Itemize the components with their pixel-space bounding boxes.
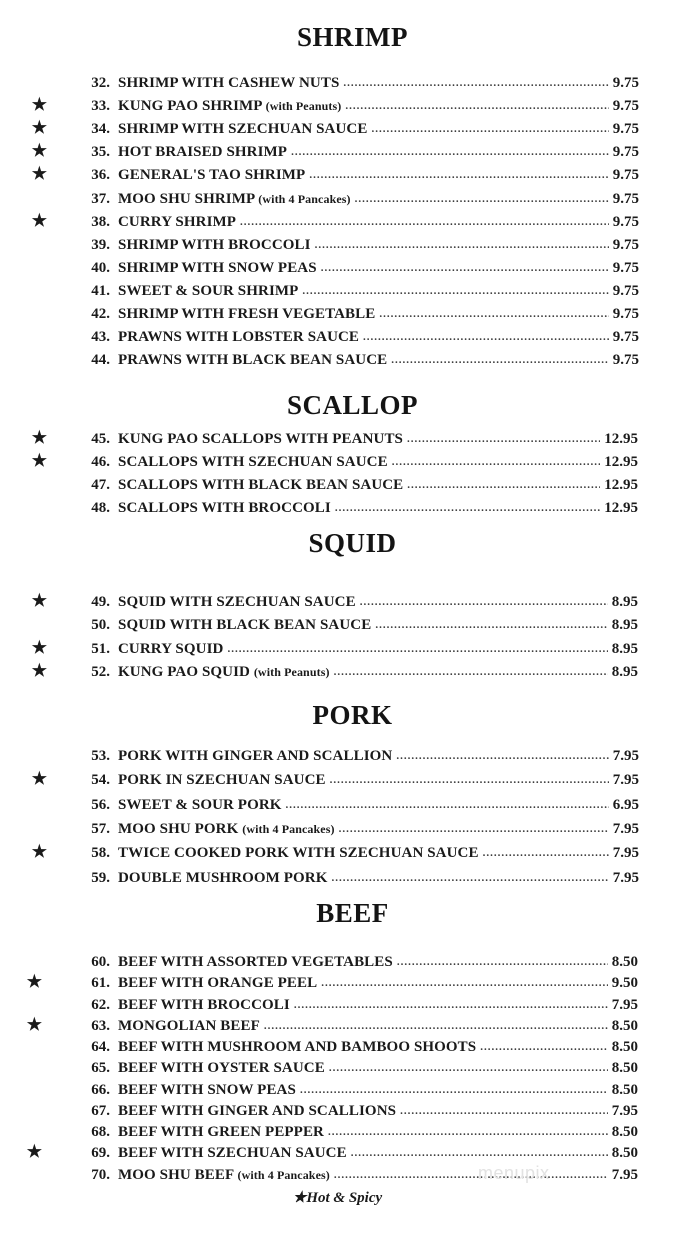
- menu-item: [0, 794, 639, 816]
- item-number: 65.: [91, 1060, 110, 1077]
- item-name-text: BEEF WITH GINGER AND SCALLIONS: [118, 1102, 397, 1119]
- section-title-beef: BEEF: [316, 898, 389, 928]
- item-number: 64.: [91, 1039, 110, 1055]
- menu-item: [0, 1100, 638, 1122]
- item-name-text: MOO SHU BEEF: [118, 1166, 234, 1183]
- dot-leader: [328, 1121, 608, 1136]
- item-number: 44.: [91, 352, 110, 369]
- item-number: 62.: [91, 996, 110, 1013]
- item-price: 8.50: [611, 1017, 638, 1034]
- item-name: [118, 500, 331, 517]
- dot-leader: [330, 769, 609, 784]
- item-name-text: PRAWNS WITH BLACK BEAN SAUCE: [118, 352, 388, 369]
- spicy-star-icon: ★: [31, 164, 47, 184]
- section-title-pork: PORK: [312, 700, 393, 730]
- item-name: [118, 98, 341, 115]
- spicy-star-icon: ★: [31, 660, 47, 680]
- item-number: 68.: [91, 1124, 110, 1140]
- item-name-text: SWEET & SOUR PORK: [118, 796, 282, 813]
- item-name-text: BEEF WITH OYSTER SAUCE: [118, 1060, 325, 1077]
- item-name: [118, 997, 290, 1014]
- item-price: 9.75: [612, 352, 639, 369]
- item-name: [118, 144, 287, 161]
- item-name: [118, 664, 330, 681]
- item-number: 40.: [91, 259, 110, 276]
- dot-leader: [309, 164, 608, 179]
- menu-item: [0, 428, 638, 450]
- item-name: [118, 306, 375, 323]
- item-number: 70.: [91, 1166, 110, 1183]
- item-name: [118, 1145, 347, 1162]
- item-name: [118, 329, 359, 346]
- item-price: 8.95: [611, 617, 638, 634]
- item-name: [118, 352, 387, 369]
- spicy-star-icon: ★: [31, 451, 47, 470]
- menu-item: [0, 474, 638, 496]
- item-price: 9.50: [611, 975, 638, 992]
- item-number: 51.: [91, 640, 110, 657]
- dot-leader: [240, 211, 609, 226]
- section-title-shrimp: SHRIMP: [297, 22, 408, 52]
- item-note: (with 4 Pancakes): [237, 1167, 330, 1182]
- item-name: [118, 1103, 396, 1120]
- spicy-star-icon: ★: [31, 118, 47, 138]
- item-number: 69.: [91, 1145, 110, 1162]
- item-name-text: GENERAL'S TAO SHRIMP: [118, 167, 306, 184]
- item-number: 35.: [91, 144, 110, 161]
- item-name-text: KUNG PAO SQUID: [118, 663, 250, 680]
- menu-item: [0, 451, 638, 473]
- dot-leader: [227, 638, 607, 653]
- item-price: 9.75: [612, 329, 639, 346]
- item-price: 9.75: [612, 236, 639, 253]
- item-name-text: HOT BRAISED SHRIMP: [118, 144, 288, 161]
- item-number: 34.: [91, 121, 110, 138]
- spicy-star-icon: ★: [31, 95, 47, 115]
- dot-leader: [286, 794, 609, 809]
- item-name-text: PORK IN SZECHUAN SAUCE: [118, 772, 326, 789]
- item-name-text: PRAWNS WITH LOBSTER SAUCE: [118, 329, 360, 346]
- item-name: [118, 1039, 476, 1056]
- item-number: 50.: [91, 617, 110, 634]
- item-name: [118, 821, 335, 838]
- menu-item: [0, 234, 639, 256]
- item-price: 8.50: [611, 1081, 638, 1098]
- item-number: 66.: [91, 1081, 110, 1098]
- dot-leader: [343, 72, 608, 87]
- menu-item: [0, 280, 639, 302]
- item-name-text: SHRIMP WITH SNOW PEAS: [118, 259, 317, 276]
- item-name: [118, 214, 236, 231]
- section-title-scallop: SCALLOP: [286, 390, 419, 420]
- item-price: 9.75: [612, 167, 639, 184]
- dot-leader: [391, 349, 609, 364]
- item-price: 7.95: [611, 1102, 638, 1119]
- spicy-star-icon: ★: [31, 210, 47, 230]
- menu-item: [0, 188, 639, 210]
- item-number: 54.: [91, 772, 110, 789]
- item-name: [118, 975, 317, 992]
- item-name-text: TWICE COOKED PORK WITH SZECHUAN SAUCE: [118, 845, 479, 862]
- item-name-text: KUNG PAO SCALLOPS WITH PEANUTS: [118, 431, 403, 447]
- item-number: 56.: [91, 796, 110, 813]
- item-number: 53.: [91, 748, 110, 764]
- item-number: 58.: [91, 845, 110, 862]
- item-name: [118, 772, 326, 789]
- menu-item: [0, 303, 639, 325]
- item-price: 9.75: [612, 213, 639, 230]
- item-name-text: DOUBLE MUSHROOM PORK: [118, 869, 328, 886]
- item-price: 8.50: [611, 1145, 638, 1162]
- item-price: 12.95: [604, 431, 638, 447]
- item-name-text: SHRIMP WITH SZECHUAN SAUCE: [118, 121, 368, 138]
- item-name-text: BEEF WITH MUSHROOM AND BAMBOO SHOOTS: [118, 1039, 477, 1055]
- item-price: 12.95: [604, 500, 638, 516]
- item-name-text: PORK WITH GINGER AND SCALLION: [118, 748, 393, 764]
- menu-item: [0, 1036, 638, 1058]
- item-name: [118, 954, 393, 971]
- spicy-star-icon: ★: [26, 972, 42, 992]
- dot-leader: [396, 745, 608, 760]
- dot-leader: [400, 1100, 608, 1115]
- item-number: 33.: [91, 98, 110, 115]
- item-name-text: CURRY SQUID: [118, 640, 224, 657]
- item-price: 9.75: [612, 144, 639, 161]
- item-name-text: SCALLOPS WITH BLACK BEAN SAUCE: [118, 477, 404, 493]
- item-price: 7.95: [612, 748, 639, 764]
- spicy-star-icon: ★: [31, 769, 47, 789]
- legend: [0, 1188, 675, 1207]
- item-name-text: SHRIMP WITH FRESH VEGETABLE: [118, 306, 376, 322]
- item-name: [118, 797, 282, 814]
- menu-item: [0, 842, 639, 864]
- item-name: [118, 845, 479, 862]
- dot-leader: [315, 234, 609, 249]
- menu-item: [0, 1015, 638, 1037]
- menu-item: [0, 769, 639, 791]
- item-number: 59.: [91, 869, 110, 886]
- item-price: 7.95: [612, 845, 639, 862]
- item-price: 8.95: [611, 640, 638, 657]
- dot-leader: [291, 141, 609, 156]
- menu-item: [0, 638, 638, 660]
- item-name: [118, 1082, 296, 1099]
- item-name-text: BEEF WITH BROCCOLI: [118, 996, 290, 1013]
- dot-leader: [264, 1015, 608, 1030]
- item-name: [118, 1167, 330, 1184]
- dot-leader: [360, 591, 608, 606]
- item-name-text: MOO SHU SHRIMP: [118, 190, 255, 207]
- item-name-text: SCALLOPS WITH SZECHUAN SAUCE: [118, 454, 388, 470]
- item-name: [118, 1124, 324, 1141]
- item-name: [118, 594, 356, 611]
- spicy-star-icon: ★: [26, 1142, 42, 1162]
- item-name-text: BEEF WITH SZECHUAN SAUCE: [118, 1145, 347, 1162]
- item-number: 42.: [91, 306, 110, 322]
- menu-item: [0, 994, 638, 1016]
- item-name-text: MOO SHU PORK: [118, 820, 239, 837]
- item-name: [118, 191, 351, 208]
- item-name: [118, 617, 371, 634]
- menu-item: [0, 1121, 638, 1143]
- item-name: [118, 870, 328, 887]
- legend-text: Hot & Spicy: [306, 1190, 383, 1206]
- dot-leader: [480, 1036, 608, 1051]
- item-number: 63.: [91, 1017, 110, 1034]
- item-number: 39.: [91, 236, 110, 253]
- item-price: 9.75: [612, 190, 639, 207]
- item-price: 8.50: [611, 1039, 638, 1055]
- spicy-star-icon: ★: [31, 141, 47, 161]
- item-price: 12.95: [604, 477, 638, 493]
- item-name: [118, 748, 392, 765]
- item-price: 9.75: [612, 259, 639, 276]
- dot-leader: [334, 1164, 608, 1179]
- menu-item: [0, 1057, 638, 1079]
- item-number: 47.: [91, 477, 110, 493]
- dot-leader: [321, 972, 608, 987]
- menu-item: [0, 164, 639, 186]
- dot-leader: [483, 842, 609, 857]
- menu-item: [0, 1142, 638, 1164]
- item-name: [118, 167, 305, 184]
- spicy-star-icon: ★: [31, 637, 47, 657]
- dot-leader: [300, 1079, 608, 1094]
- menu-item: [0, 72, 639, 94]
- dot-leader: [345, 95, 608, 110]
- item-name-text: BEEF WITH GREEN PEPPER: [118, 1124, 324, 1140]
- section-title-squid: SQUID: [308, 528, 397, 558]
- menu-item: [0, 745, 639, 767]
- menu-item: [0, 497, 638, 519]
- menu-item: [0, 591, 638, 613]
- item-number: 43.: [91, 329, 110, 346]
- item-price: 9.75: [612, 306, 639, 322]
- item-price: 9.75: [612, 98, 639, 115]
- item-price: 9.75: [612, 121, 639, 138]
- dot-leader: [302, 280, 608, 295]
- item-price: 6.95: [612, 796, 639, 813]
- item-name-text: KUNG PAO SHRIMP: [118, 98, 262, 115]
- item-note: (with Peanuts): [265, 99, 342, 114]
- item-number: 49.: [91, 594, 110, 610]
- dot-leader: [363, 326, 609, 341]
- menu-item: [0, 349, 639, 371]
- item-name: [118, 237, 311, 254]
- menu-item: [0, 1079, 638, 1101]
- item-note: (with Peanuts): [253, 664, 330, 679]
- item-name-text: SCALLOPS WITH BROCCOLI: [118, 500, 331, 516]
- item-name-text: SQUID WITH BLACK BEAN SAUCE: [118, 617, 372, 634]
- menu-item: [0, 818, 639, 840]
- item-price: 8.95: [611, 663, 638, 680]
- item-price: 7.95: [612, 772, 639, 789]
- item-number: 46.: [91, 454, 110, 470]
- item-name: [118, 641, 223, 658]
- dot-leader: [392, 451, 601, 466]
- dot-leader: [329, 1057, 608, 1072]
- item-note: (with 4 Pancakes): [258, 191, 351, 206]
- menu-item: [0, 257, 639, 279]
- item-price: 8.50: [611, 1060, 638, 1077]
- spicy-star-icon: ★: [31, 428, 47, 447]
- menu-item: [0, 614, 638, 636]
- spicy-star-icon: ★: [31, 842, 47, 862]
- dot-leader: [321, 257, 609, 272]
- item-number: 61.: [91, 975, 110, 992]
- menu-item: [0, 867, 639, 889]
- dot-leader: [407, 474, 600, 489]
- item-name: [118, 477, 403, 494]
- item-name: [118, 431, 403, 448]
- item-price: 8.50: [611, 954, 638, 970]
- dot-leader: [332, 867, 609, 882]
- item-name-text: SHRIMP WITH CASHEW NUTS: [118, 75, 340, 91]
- item-number: 60.: [91, 954, 110, 970]
- item-price: 7.95: [612, 869, 639, 886]
- menu-item: [0, 95, 639, 117]
- item-number: 48.: [91, 500, 110, 516]
- item-price: 7.95: [612, 820, 639, 837]
- dot-leader: [379, 303, 608, 318]
- menu-item: [0, 661, 638, 683]
- item-name: [118, 283, 298, 300]
- item-price: 7.95: [611, 996, 638, 1013]
- dot-leader: [334, 661, 608, 676]
- dot-leader: [294, 994, 608, 1009]
- dot-leader: [351, 1142, 608, 1157]
- item-name: [118, 121, 367, 138]
- item-price: 7.95: [611, 1166, 638, 1183]
- dot-leader: [397, 951, 608, 966]
- item-name-text: BEEF WITH ORANGE PEEL: [118, 975, 318, 992]
- dot-leader: [375, 614, 607, 629]
- spicy-star-icon: ★: [31, 591, 47, 610]
- item-number: 32.: [91, 75, 110, 91]
- item-price: 9.75: [612, 75, 639, 91]
- item-name-text: SHRIMP WITH BROCCOLI: [118, 236, 311, 253]
- dot-leader: [407, 428, 600, 443]
- item-price: 9.75: [612, 282, 639, 299]
- menu-item: [0, 118, 639, 140]
- item-name: [118, 1018, 260, 1035]
- dot-leader: [355, 188, 609, 203]
- item-name: [118, 75, 339, 92]
- item-number: 36.: [91, 167, 110, 184]
- menu-item: [0, 211, 639, 233]
- item-name: [118, 454, 388, 471]
- item-name-text: SQUID WITH SZECHUAN SAUCE: [118, 594, 356, 610]
- dot-leader: [371, 118, 608, 133]
- item-number: 57.: [91, 820, 110, 837]
- item-name: [118, 260, 317, 277]
- item-note: (with 4 Pancakes): [242, 821, 335, 836]
- dot-leader: [335, 497, 600, 512]
- item-name-text: CURRY SHRIMP: [118, 213, 237, 230]
- item-name-text: BEEF WITH ASSORTED VEGETABLES: [118, 954, 393, 970]
- item-number: 41.: [91, 282, 110, 299]
- star-icon: ★: [292, 1190, 307, 1206]
- item-name-text: SWEET & SOUR SHRIMP: [118, 282, 299, 299]
- item-name: [118, 1060, 325, 1077]
- watermark: menupix: [478, 1163, 550, 1183]
- item-number: 45.: [91, 431, 110, 447]
- menu-item: [0, 951, 638, 973]
- menu-item: [0, 141, 639, 163]
- dot-leader: [339, 818, 609, 833]
- item-number: 67.: [91, 1102, 110, 1119]
- spicy-star-icon: ★: [26, 1014, 42, 1034]
- item-name-text: BEEF WITH SNOW PEAS: [118, 1081, 296, 1098]
- item-number: 37.: [91, 190, 110, 207]
- item-number: 38.: [91, 213, 110, 230]
- menu-item: [0, 326, 639, 348]
- item-number: 52.: [91, 663, 110, 680]
- item-name-text: MONGOLIAN BEEF: [118, 1017, 260, 1034]
- item-price: 8.95: [611, 594, 638, 610]
- item-price: 12.95: [604, 454, 638, 470]
- menu-item: [0, 972, 638, 994]
- item-price: 8.50: [611, 1124, 638, 1140]
